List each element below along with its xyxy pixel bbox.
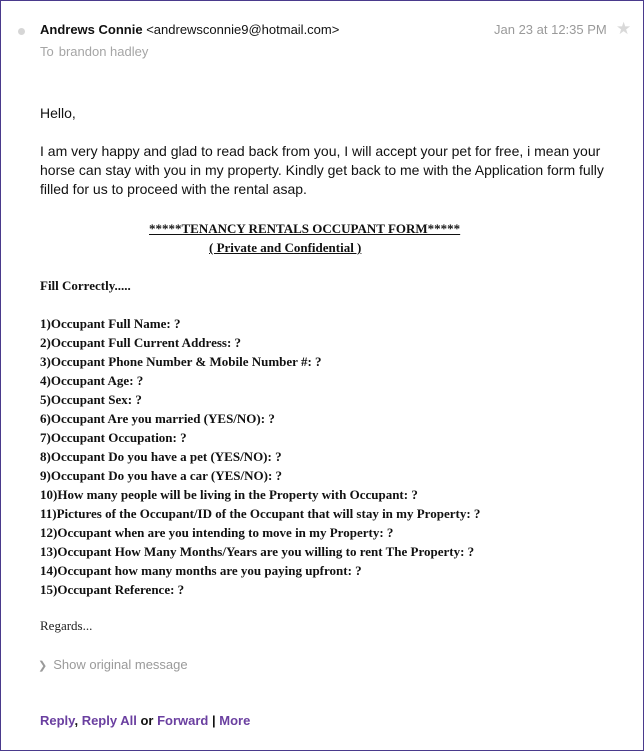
form-question: 6)Occupant Are you married (YES/NO): ? xyxy=(40,411,275,426)
reply-link[interactable]: Reply xyxy=(40,713,75,728)
form-question: 12)Occupant when are you intending to move in my Property: ? xyxy=(40,525,394,540)
fill-correctly-label: Fill Correctly..... xyxy=(40,278,131,293)
message-date: Jan 23 at 12:35 PM xyxy=(494,22,607,37)
show-original-message-toggle[interactable] xyxy=(38,657,188,672)
star-icon[interactable]: ★ xyxy=(616,19,632,38)
form-subtitle: ( Private and Confidential ) xyxy=(209,240,362,255)
show-original-label: Show original message xyxy=(53,657,188,672)
to-label: To xyxy=(40,44,54,59)
form-question: 10)How many people will be living in the Property with Occupant: ? xyxy=(40,487,418,502)
form-question: 3)Occupant Phone Number & Mobile Number #: ? xyxy=(40,354,322,369)
form-question: 9)Occupant Do you have a car (YES/NO): ? xyxy=(40,468,283,483)
form-question: 5)Occupant Sex: ? xyxy=(40,392,142,407)
more-link[interactable]: More xyxy=(219,713,251,728)
sender-name[interactable]: Andrews Connie xyxy=(40,22,143,37)
form-question: 14)Occupant how many months are you paying upfront: ? xyxy=(40,563,362,578)
form-question: 8)Occupant Do you have a pet (YES/NO): ? xyxy=(40,449,282,464)
recipient-line xyxy=(40,44,148,59)
form-question: 2)Occupant Full Current Address: ? xyxy=(40,335,242,350)
unread-dot-icon[interactable] xyxy=(18,28,25,35)
sender-email[interactable]: <andrewsconnie9@hotmail.com> xyxy=(146,22,340,37)
form-questions xyxy=(40,314,480,599)
form-question: 11)Pictures of the Occupant/ID of the Occupant that will stay in my Property: ? xyxy=(40,506,481,521)
form-question: 7)Occupant Occupation: ? xyxy=(40,430,187,445)
form-question: 1)Occupant Full Name: ? xyxy=(40,316,181,331)
sender[interactable] xyxy=(40,22,339,37)
forward-link[interactable]: Forward xyxy=(157,713,209,728)
form-question: 15)Occupant Reference: ? xyxy=(40,582,185,597)
separator-pipe: | xyxy=(212,713,216,728)
reply-actions xyxy=(40,713,250,728)
recipient-name[interactable]: brandon hadley xyxy=(58,44,149,59)
separator-comma: , xyxy=(74,713,79,728)
regards: Regards... xyxy=(40,618,93,633)
chevron-right-icon: ❯ xyxy=(38,660,48,672)
reply-all-link[interactable]: Reply All xyxy=(81,713,137,728)
message-paragraph: I am very happy and glad to read back from you, I will accept your pet for free, i mean your horse can stay with you in my property. Kindly get back to me with the Application form fully filled for us to proceed with the rental asap. xyxy=(40,143,604,197)
separator-or: or xyxy=(140,713,154,728)
form-question: 13)Occupant How Many Months/Years are you willing to rent The Property: ? xyxy=(40,544,475,559)
form-title: *****TENANCY RENTALS OCCUPANT FORM***** xyxy=(149,221,461,236)
message-header xyxy=(1,21,643,41)
form-question: 4)Occupant Age: ? xyxy=(40,373,144,388)
greeting: Hello, xyxy=(40,105,76,121)
